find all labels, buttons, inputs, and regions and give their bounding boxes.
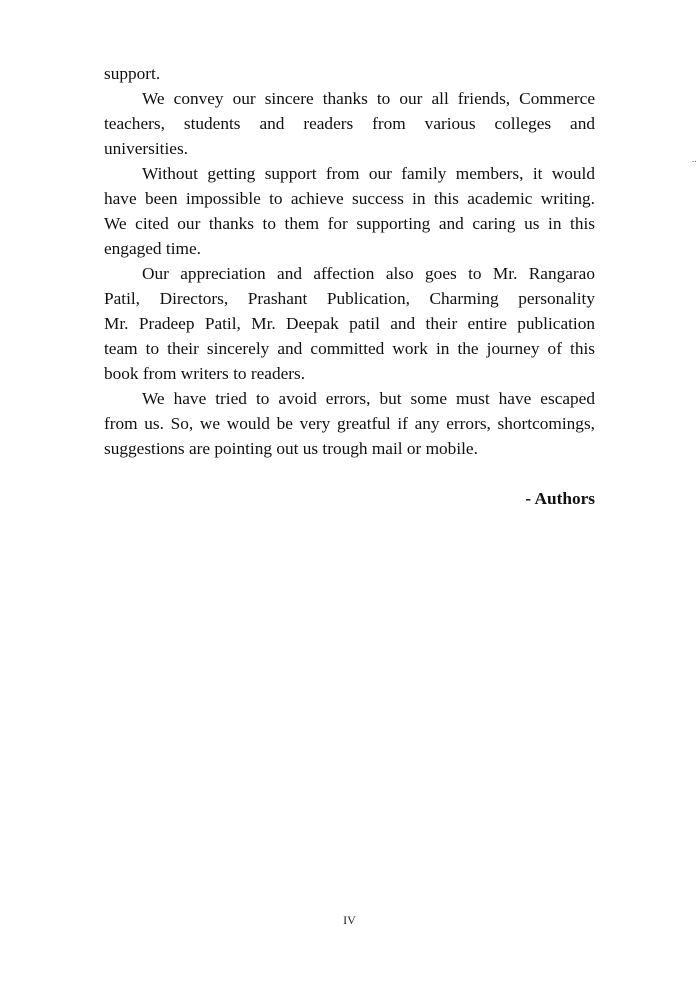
text-line: Patil, Directors, Prashant Publication, Charming personality — [104, 289, 595, 308]
text-line: engaged time. — [104, 239, 201, 258]
body-text — [104, 61, 595, 511]
text-line: team to their sincerely and committed work in the journey of this — [104, 339, 595, 358]
text-line: have been impossible to achieve success in this academic writing. — [104, 189, 595, 208]
text-line: book from writers to readers. — [104, 364, 306, 383]
signature: - Authors — [525, 489, 595, 508]
text-line: We cited our thanks to them for supporting and caring us in this — [104, 214, 595, 233]
text-line: from us. So, we would be very greatful if any errors, shortcomings, — [104, 414, 595, 433]
text-line: universities. — [104, 139, 188, 158]
text-line: We convey our sincere thanks to our all friends, Commerce — [142, 89, 595, 108]
text-line: teachers, students and readers from various colleges and — [104, 114, 595, 133]
text-line: suggestions are pointing out us trough mail or mobile. — [104, 439, 478, 458]
margin-mark: .. — [692, 154, 697, 164]
text-line: Without getting support from our family members, it would — [142, 164, 595, 183]
text-line: Mr. Pradeep Patil, Mr. Deepak patil and their entire publication — [104, 314, 595, 333]
text-line: support. — [104, 64, 161, 83]
page-number: IV — [343, 913, 356, 927]
text-line: We have tried to avoid errors, but some must have escaped — [142, 389, 595, 408]
text-line: Our appreciation and affection also goes to Mr. Rangarao — [142, 264, 595, 283]
